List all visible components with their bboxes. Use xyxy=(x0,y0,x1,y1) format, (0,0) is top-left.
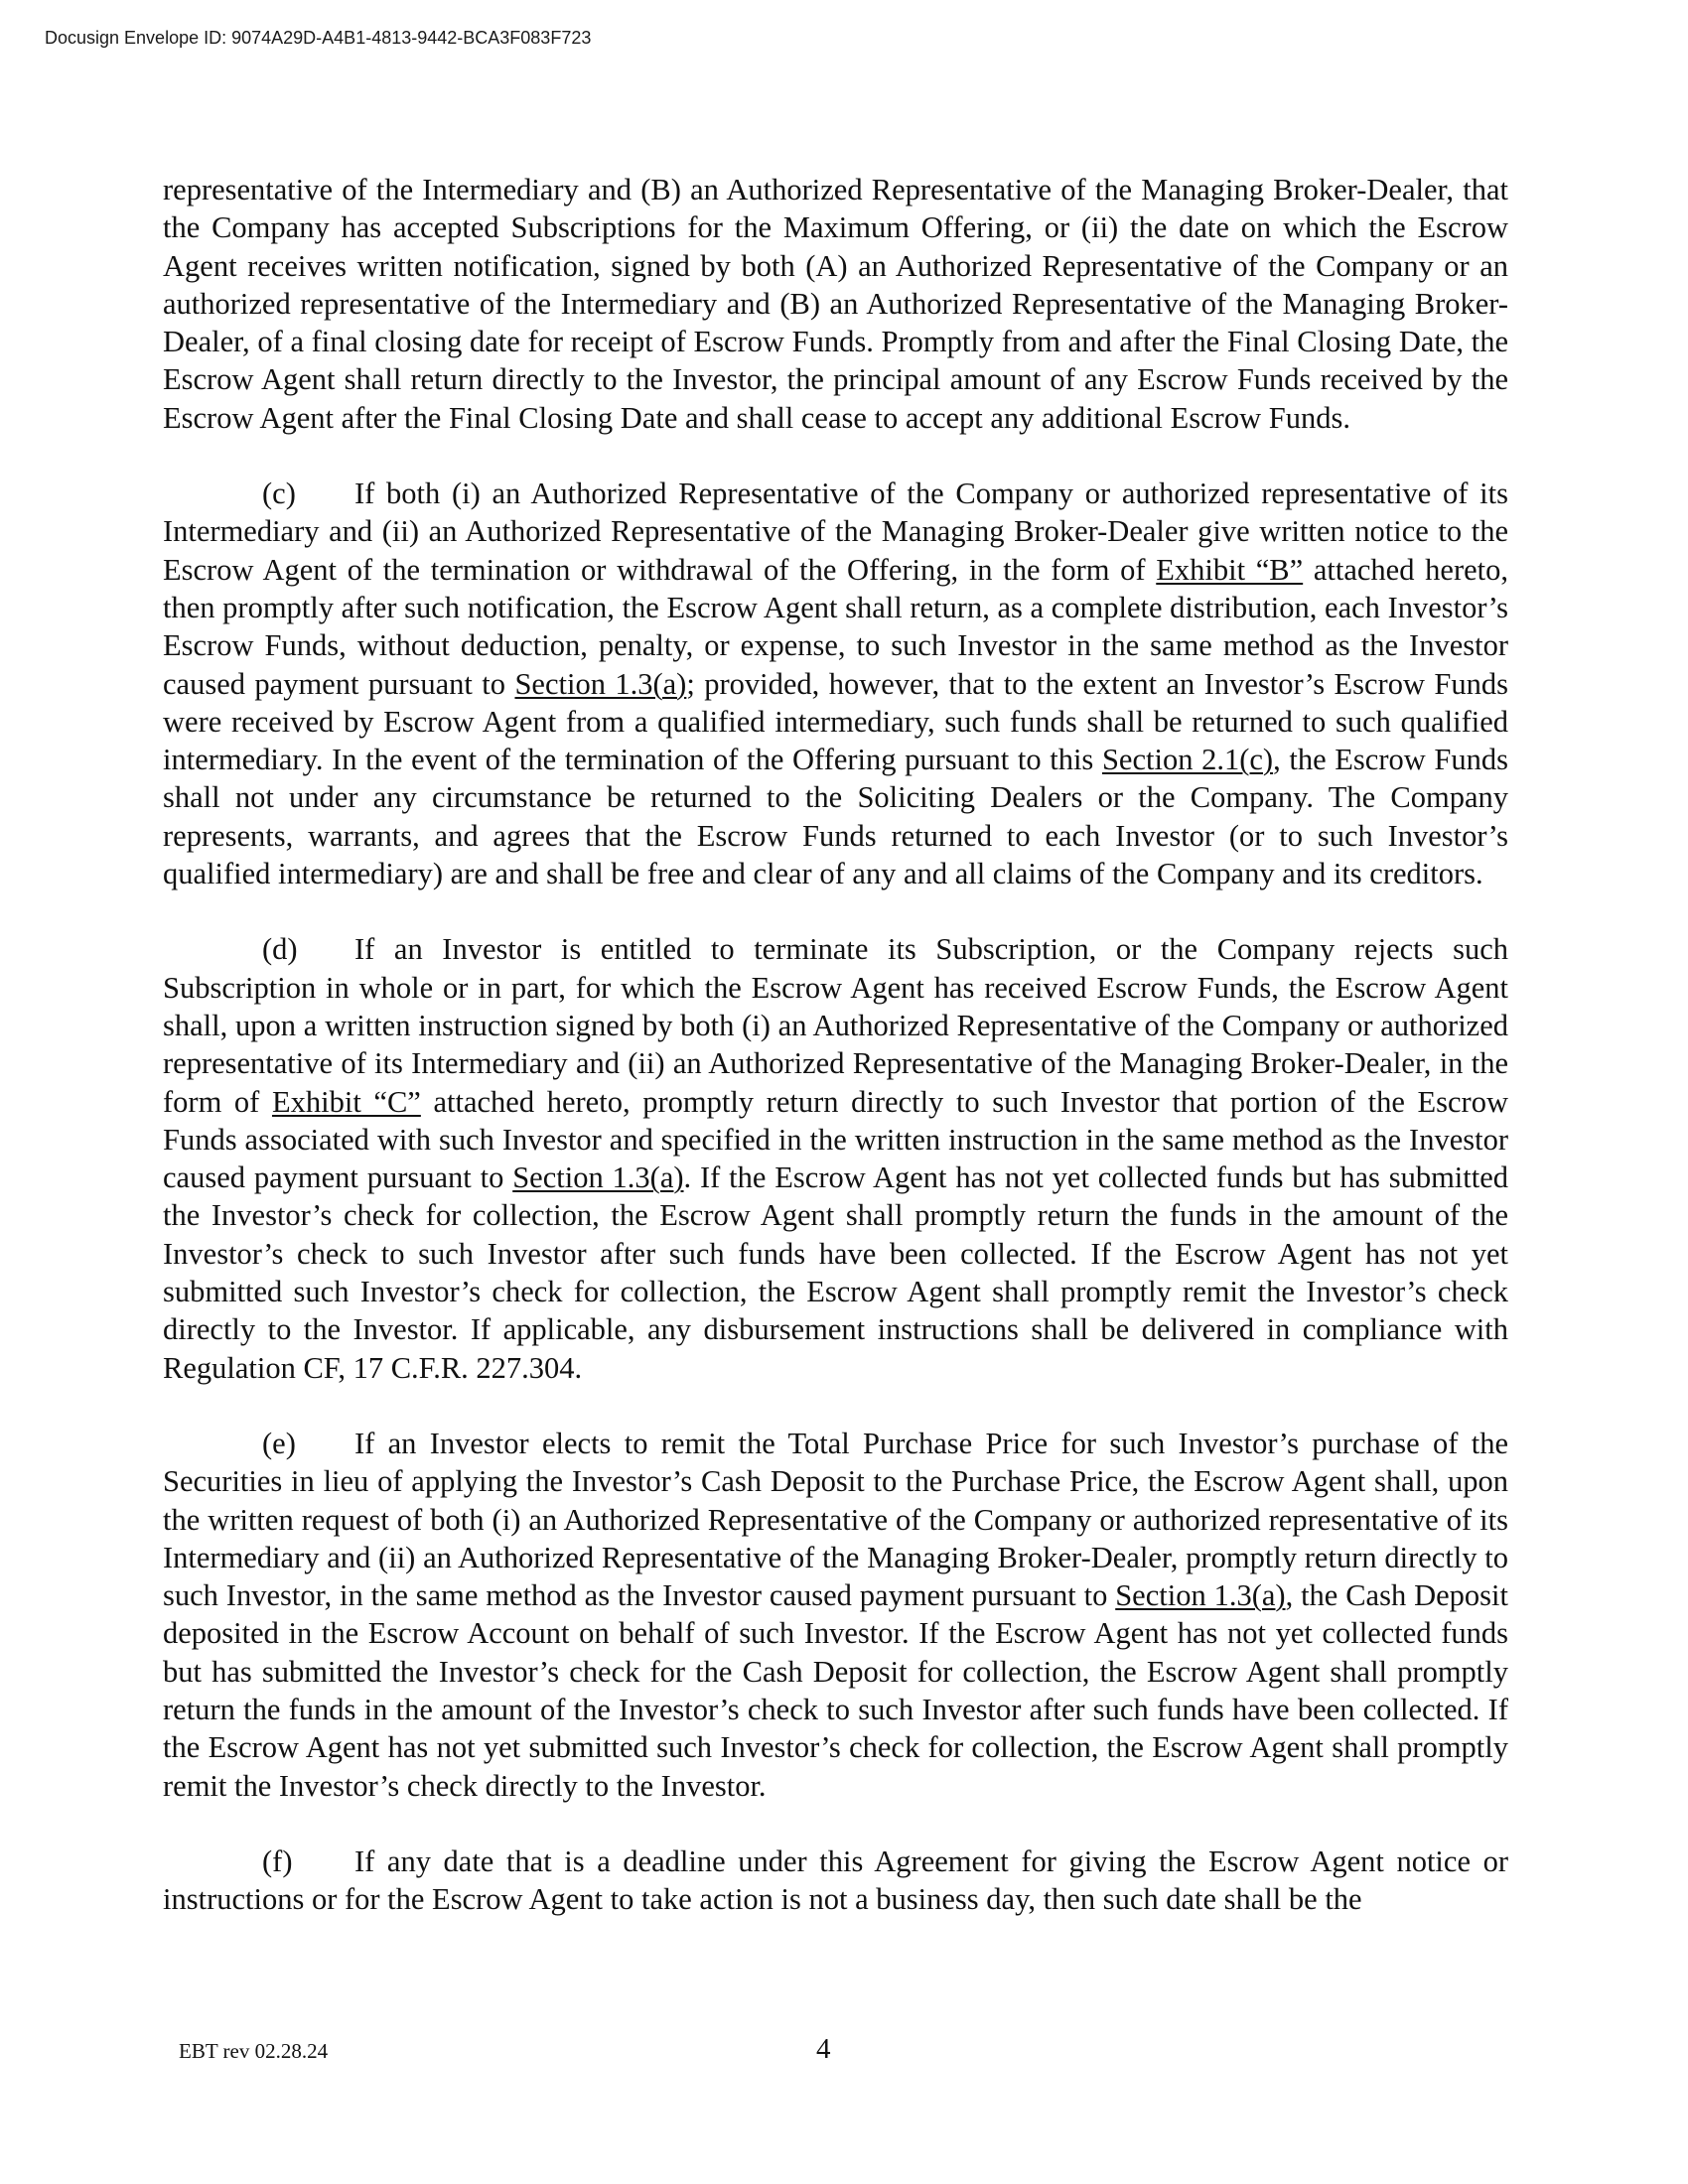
paragraph-c xyxy=(163,475,1508,892)
paragraph-continuation xyxy=(163,171,1508,437)
exhibit-c-reference: Exhibit “C” xyxy=(271,1084,421,1119)
paragraph-text: , the Escrow Funds shall not under any circumstance be returned to the Soliciting Dealers or the Company. The Company represents, warrants, and agrees that the Escrow Funds returned to each Investor (or to such Investor’s qualified intermediary) are and shall be free and clear of any and all claims of the Company and its creditors. xyxy=(163,743,1508,891)
paragraph-text: ; provided, however, that to the extent an Investor’s Escrow Funds were received by Escrow Agent from a qualified intermediary, such funds shall be returned to such qualified intermediary. In the event of the termination of the Offering pursuant to this xyxy=(163,666,1508,777)
paragraph-label: (e) xyxy=(262,1426,296,1460)
paragraph-label: (d) xyxy=(262,932,298,967)
paragraph-e xyxy=(163,1425,1508,1805)
paragraph-text: . If the Escrow Agent has not yet collected funds but has submitted the Investor’s check for collection, the Escrow Agent shall promptly return the funds in the amount of the Investor’s check to such Investor after such funds have been collected. If the Escrow Agent has not yet submitted such Investor’s check for collection, the Escrow Agent shall promptly remit the Investor’s check directly to the Investor. If applicable, any disbursement instructions shall be delivered in compliance with Regulation CF, 17 C.F.R. 227.304. xyxy=(163,1160,1509,1385)
envelope-id-header: Docusign Envelope ID: 9074A29D-A4B1-4813-9442-BCA3F083F723 xyxy=(45,28,592,48)
section-reference: Section 2.1(c) xyxy=(1101,743,1274,777)
revision-footer: EBT rev 02.28.24 xyxy=(179,2039,329,2063)
section-reference: Section 1.3(a) xyxy=(512,1160,684,1195)
paragraph-text: attached hereto, then promptly after such notification, the Escrow Agent shall return, as a complete distribution, each Investor’s Escrow Funds, without deduction, penalty, or expense, to such Investor in the same method as the Investor caused payment pursuant to xyxy=(163,552,1508,701)
paragraph-d xyxy=(163,930,1508,1387)
page-number: 4 xyxy=(816,2033,831,2065)
paragraph-label: (c) xyxy=(262,477,296,511)
paragraph-label: (f) xyxy=(262,1843,293,1878)
paragraph-text: If any date that is a deadline under this Agreement for giving the Escrow Agent notice or instructions or for the Escrow Agent to take action is not a business day, then such date shall be the xyxy=(163,1843,1508,1917)
document-body xyxy=(163,171,1508,1918)
paragraph-f xyxy=(163,1843,1508,1919)
paragraph-text: If both (i) an Authorized Representative of the Company or authorized representative of its Intermediary and (ii) an Authorized Representative of the Managing Broker-Dealer give written notice to the Escrow Agent of the termination or withdrawal of the Offering, in the form of xyxy=(163,477,1508,587)
paragraph-text: , the Cash Deposit deposited in the Escrow Account on behalf of such Investor. If the Escrow Agent has not yet collected funds but has submitted the Investor’s check for the Cash Deposit for collection, the Escrow Agent shall promptly return the funds in the amount of the Investor’s check to such Investor after such funds have been collected. If the Escrow Agent has not yet submitted such Investor’s check for collection, the Escrow Agent shall promptly remit the Investor’s check directly to the Investor. xyxy=(163,1578,1508,1803)
paragraph-text: attached hereto, promptly return directly to such Investor that portion of the Escrow Funds associated with such Investor and specified in the written instruction in the same method as the Investor caused payment pursuant to xyxy=(163,1084,1508,1195)
exhibit-b-reference: Exhibit “B” xyxy=(1156,552,1304,587)
paragraph-text: If an Investor elects to remit the Total Purchase Price for such Investor’s purchase of the Securities in lieu of applying the Investor’s Cash Deposit to the Purchase Price, the Escrow Agent shall, upon the written request of both (i) an Authorized Representative of the Company or authorized representative of its Intermediary and (ii) an Authorized Representative of the Managing Broker-Dealer, promptly return directly to such Investor, in the same method as the Investor caused payment pursuant to xyxy=(163,1426,1508,1613)
section-reference: Section 1.3(a) xyxy=(1115,1578,1286,1613)
section-reference: Section 1.3(a) xyxy=(514,666,687,701)
paragraph-text: If an Investor is entitled to terminate its Subscription, or the Company rejects such Subscription in whole or in part, for which the Escrow Agent has received Escrow Funds, the Escrow Agent shall, upon a written instruction signed by both (i) an Authorized Representative of the Company or authorized representative of its Intermediary and (ii) an Authorized Representative of the Managing Broker-Dealer, in the form of xyxy=(163,932,1508,1119)
paragraph-text: representative of the Intermediary and (B) an Authorized Representative of the Managing Broker-Dealer, that the Company has accepted Subscriptions for the Maximum Offering, or (ii) the date on which the Escrow Agent receives written notification, signed by both (A) an Authorized Representative of the Company or an authorized representative of the Intermediary and (B) an Authorized Representative of the Managing Broker-Dealer, of a final closing date for receipt of Escrow Funds. Promptly from and after the Final Closing Date, the Escrow Agent shall return directly to the Investor, the principal amount of any Escrow Funds received by the Escrow Agent after the Final Closing Date and shall cease to accept any additional Escrow Funds. xyxy=(163,173,1508,435)
